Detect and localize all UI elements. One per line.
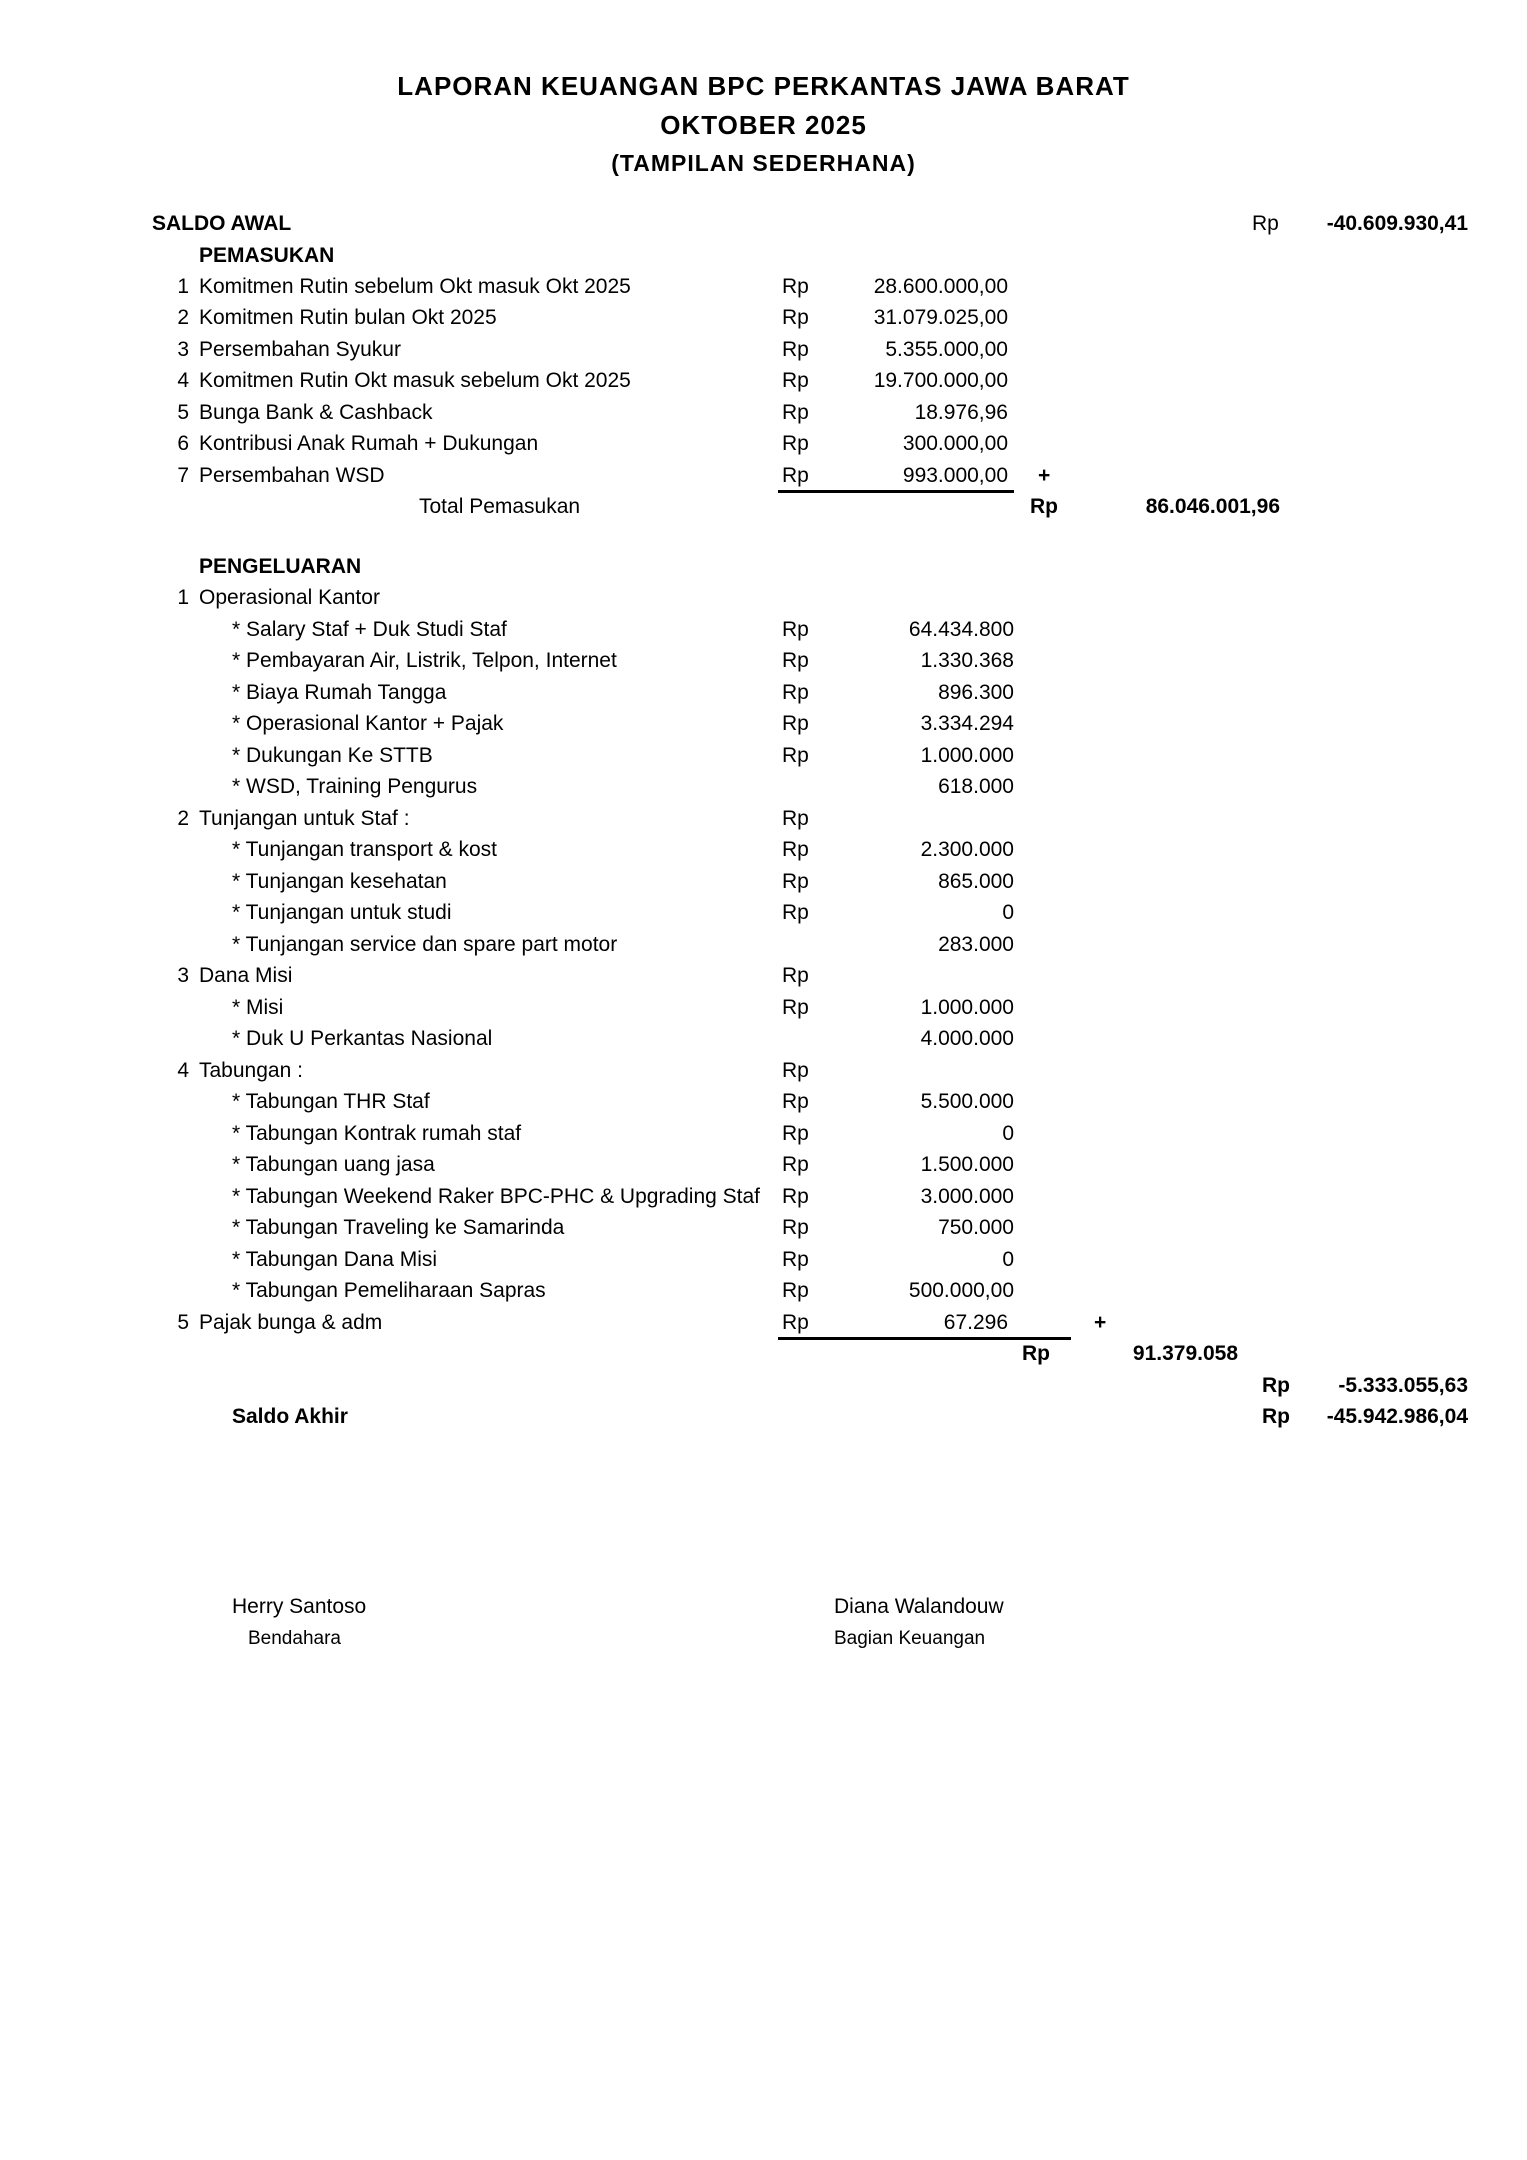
- item-amount: 283.000: [938, 933, 1014, 956]
- item-label: * Biaya Rumah Tangga: [232, 681, 447, 704]
- signatory-name: Herry Santoso: [232, 1595, 367, 1618]
- group-label: Pajak bunga & adm: [199, 1311, 383, 1334]
- item-label: * WSD, Training Pengurus: [232, 775, 478, 798]
- item-label: * Pembayaran Air, Listrik, Telpon, Internet: [232, 649, 617, 672]
- row-number: 2: [177, 306, 189, 329]
- item-amount: 0: [1002, 901, 1014, 924]
- item-amount: 750.000: [938, 1216, 1014, 1239]
- row-currency: Rp: [782, 306, 809, 329]
- saldo-akhir-label: Saldo Akhir: [232, 1405, 348, 1428]
- item-currency: Rp: [782, 618, 809, 641]
- item-label: * Tabungan uang jasa: [232, 1153, 435, 1176]
- item-currency: Rp: [782, 681, 809, 704]
- group-amount: 67.296: [943, 1311, 1008, 1334]
- total-pengeluaran-amount: 91.379.058: [1132, 1342, 1238, 1365]
- item-amount: 618.000: [938, 775, 1014, 798]
- total-pemasukan-label: Total Pemasukan: [419, 495, 581, 518]
- item-label: * Salary Staf + Duk Studi Staf: [232, 618, 507, 641]
- row-label: Komitmen Rutin sebelum Okt masuk Okt 2025: [199, 275, 631, 298]
- item-currency: Rp: [782, 1122, 809, 1145]
- group-number: 1: [177, 586, 189, 609]
- group-currency: Rp: [782, 1059, 809, 1082]
- group-label: Operasional Kantor: [199, 586, 380, 609]
- item-currency: Rp: [782, 996, 809, 1019]
- signatory-role: Bendahara: [248, 1628, 341, 1649]
- item-amount: 3.334.294: [920, 712, 1014, 735]
- group-number: 3: [177, 964, 189, 987]
- group-number: 2: [177, 807, 189, 830]
- pemasukan-heading: PEMASUKAN: [199, 244, 335, 267]
- row-currency: Rp: [782, 338, 809, 361]
- saldo-awal-label: SALDO AWAL: [152, 212, 292, 235]
- item-label: * Dukungan Ke STTB: [232, 744, 433, 767]
- item-label: * Tabungan THR Staf: [232, 1090, 430, 1113]
- group-currency: Rp: [782, 807, 809, 830]
- row-currency: Rp: [782, 275, 809, 298]
- row-currency: Rp: [782, 432, 809, 455]
- item-amount: 1.330.368: [920, 649, 1014, 672]
- item-amount: 896.300: [938, 681, 1014, 704]
- item-currency: Rp: [782, 649, 809, 672]
- saldo-awal-currency: Rp: [1252, 212, 1279, 235]
- selisih-amount: -5.333.055,63: [1338, 1374, 1468, 1397]
- item-currency: Rp: [782, 870, 809, 893]
- item-label: * Duk U Perkantas Nasional: [232, 1027, 493, 1050]
- row-amount: 18.976,96: [914, 401, 1008, 424]
- signatory-role: Bagian Keuangan: [834, 1628, 986, 1649]
- row-currency: Rp: [782, 464, 809, 487]
- row-number: 1: [177, 275, 189, 298]
- item-currency: Rp: [782, 1216, 809, 1239]
- row-currency: Rp: [782, 401, 809, 424]
- report-view-label: (TAMPILAN SEDERHANA): [611, 150, 916, 176]
- group-currency: Rp: [782, 1311, 809, 1334]
- row-label: Kontribusi Anak Rumah + Dukungan: [199, 432, 539, 455]
- item-currency: Rp: [782, 838, 809, 861]
- item-amount: 1.000.000: [920, 744, 1014, 767]
- group-label: Tunjangan untuk Staf :: [199, 807, 410, 830]
- row-number: 6: [177, 432, 189, 455]
- saldo-awal-amount: -40.609.930,41: [1326, 212, 1468, 235]
- item-label: * Tabungan Kontrak rumah staf: [232, 1122, 522, 1145]
- pemasukan-plus-sign: +: [1038, 464, 1051, 487]
- row-label: Persembahan Syukur: [199, 338, 401, 361]
- pengeluaran-plus-sign: +: [1094, 1311, 1107, 1334]
- item-label: * Tunjangan service dan spare part motor: [232, 933, 618, 956]
- row-amount: 28.600.000,00: [873, 275, 1008, 298]
- item-amount: 500.000,00: [908, 1279, 1014, 1302]
- group-label: Dana Misi: [199, 964, 293, 987]
- pemasukan-sum-line: [778, 490, 1014, 493]
- item-amount: 5.500.000: [920, 1090, 1014, 1113]
- item-currency: Rp: [782, 1090, 809, 1113]
- row-number: 3: [177, 338, 189, 361]
- item-currency: Rp: [782, 1248, 809, 1271]
- total-pemasukan-currency: Rp: [1030, 495, 1058, 518]
- item-amount: 0: [1002, 1122, 1014, 1145]
- item-label: * Tabungan Pemeliharaan Sapras: [232, 1279, 546, 1302]
- item-amount: 2.300.000: [920, 838, 1014, 861]
- group-number: 4: [177, 1059, 189, 1082]
- row-number: 5: [177, 401, 189, 424]
- item-currency: Rp: [782, 1153, 809, 1176]
- group-label: Tabungan :: [199, 1059, 303, 1082]
- item-currency: Rp: [782, 712, 809, 735]
- report-period: OKTOBER 2025: [660, 110, 867, 140]
- selisih-currency: Rp: [1262, 1374, 1290, 1397]
- item-label: * Tabungan Dana Misi: [232, 1248, 438, 1271]
- item-amount: 3.000.000: [920, 1185, 1014, 1208]
- item-currency: Rp: [782, 744, 809, 767]
- row-currency: Rp: [782, 369, 809, 392]
- group-currency: Rp: [782, 964, 809, 987]
- saldo-akhir-amount: -45.942.986,04: [1326, 1405, 1468, 1428]
- item-label: * Tabungan Traveling ke Samarinda: [232, 1216, 565, 1239]
- item-amount: 4.000.000: [920, 1027, 1014, 1050]
- row-amount: 300.000,00: [902, 432, 1008, 455]
- row-number: 4: [177, 369, 189, 392]
- row-amount: 31.079.025,00: [873, 306, 1008, 329]
- item-amount: 1.000.000: [920, 996, 1014, 1019]
- row-amount: 5.355.000,00: [885, 338, 1008, 361]
- row-label: Bunga Bank & Cashback: [199, 401, 433, 424]
- pengeluaran-sum-line: [778, 1337, 1071, 1340]
- item-currency: Rp: [782, 1279, 809, 1302]
- report-title: LAPORAN KEUANGAN BPC PERKANTAS JAWA BARAT: [397, 71, 1130, 101]
- row-label: Komitmen Rutin Okt masuk sebelum Okt 2025: [199, 369, 631, 392]
- item-label: * Operasional Kantor + Pajak: [232, 712, 504, 735]
- row-amount: 19.700.000,00: [873, 369, 1008, 392]
- pengeluaran-heading: PENGELUARAN: [199, 555, 362, 578]
- item-label: * Tunjangan kesehatan: [232, 870, 447, 893]
- item-currency: Rp: [782, 901, 809, 924]
- item-currency: Rp: [782, 1185, 809, 1208]
- item-amount: 64.434.800: [908, 618, 1014, 641]
- item-amount: 865.000: [938, 870, 1014, 893]
- row-label: Persembahan WSD: [199, 464, 385, 487]
- item-amount: 1.500.000: [920, 1153, 1014, 1176]
- total-pengeluaran-currency: Rp: [1022, 1342, 1050, 1365]
- row-label: Komitmen Rutin bulan Okt 2025: [199, 306, 497, 329]
- row-number: 7: [177, 464, 189, 487]
- item-label: * Tunjangan transport & kost: [232, 838, 497, 861]
- item-label: * Tabungan Weekend Raker BPC-PHC & Upgrading Staf: [232, 1185, 761, 1208]
- group-number: 5: [177, 1311, 189, 1334]
- item-amount: 0: [1002, 1248, 1014, 1271]
- saldo-akhir-currency: Rp: [1262, 1405, 1290, 1428]
- item-label: * Misi: [232, 996, 284, 1019]
- row-amount: 993.000,00: [902, 464, 1008, 487]
- total-pemasukan-amount: 86.046.001,96: [1145, 495, 1280, 518]
- signatory-name: Diana Walandouw: [834, 1595, 1004, 1618]
- item-label: * Tunjangan untuk studi: [232, 901, 452, 924]
